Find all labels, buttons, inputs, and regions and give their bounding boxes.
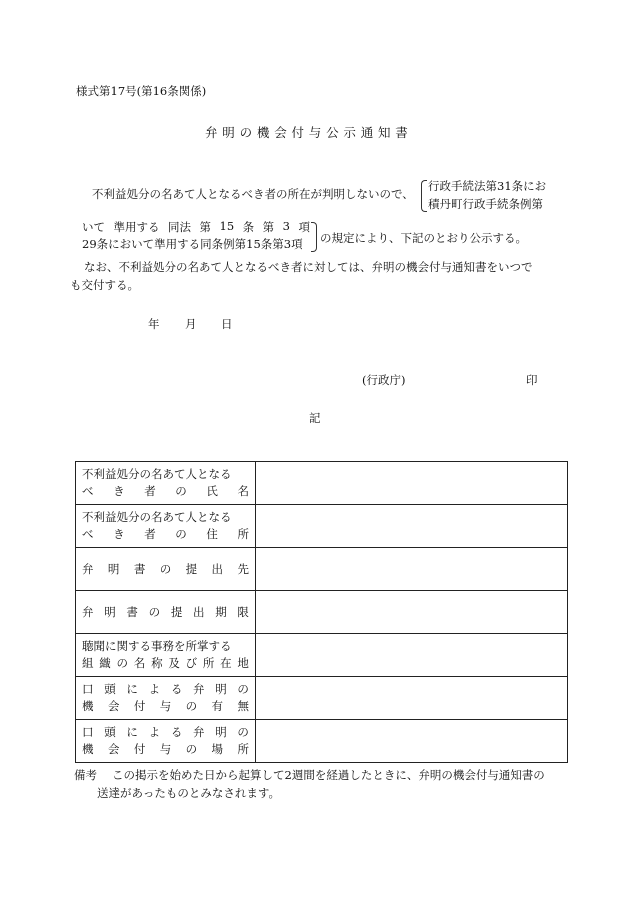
table-row <box>76 677 568 720</box>
brace-tail: の規定により、下記のとおり公示する。 <box>320 231 527 245</box>
note-line1: なお、不利益処分の名あて人となるべき者に対しては、弁明の機会付与通知書をいつで <box>84 260 533 274</box>
note-line2: も交付する。 <box>70 278 139 292</box>
authority-label: (行政庁) <box>362 373 406 387</box>
brace-right-top: いて 準用する 同法 第 15 条 第 3 項 <box>82 219 310 234</box>
brace-left-bottom: 積丹町行政手続条例第 <box>428 197 543 211</box>
row-label-deadline: 弁 明 書 の 提 出 期 限 <box>76 591 256 634</box>
form-number: 様式第17号(第16条関係) <box>76 84 207 98</box>
date-day: 日 <box>221 317 233 331</box>
details-table <box>75 461 568 763</box>
row-value-name <box>256 462 568 505</box>
row-value-oral-place <box>256 720 568 763</box>
date-month: 月 <box>185 317 197 331</box>
row-value-deadline <box>256 591 568 634</box>
row-label-address: 不利益処分の名あて人となる べ き 者 の 住 所 <box>76 505 256 548</box>
table-row <box>76 634 568 677</box>
row-label-submit-to: 弁 明 書 の 提 出 先 <box>76 548 256 591</box>
row-label-oral-presence: 口 頭 に よ る 弁 明 の 機 会 付 与 の 有 無 <box>76 677 256 720</box>
row-value-oral-presence <box>256 677 568 720</box>
table-row <box>76 591 568 634</box>
remarks-line2: 送達があったものとみなされます。 <box>97 786 280 800</box>
remarks-label: 備考 <box>74 768 97 782</box>
document-title: 弁明の機会付与公示通知書 <box>205 125 413 140</box>
brace-left-top: 行政手続法第31条にお <box>428 179 547 193</box>
table-row <box>76 548 568 591</box>
date-year: 年 <box>148 317 160 331</box>
row-value-address <box>256 505 568 548</box>
row-value-organization <box>256 634 568 677</box>
row-label-oral-place: 口 頭 に よ る 弁 明 の 機 会 付 与 の 場 所 <box>76 720 256 763</box>
brace-right-bottom: 29条において準用する同条例第15条第3項 <box>82 237 303 251</box>
ki-heading: 記 <box>309 411 321 425</box>
remarks-line1: この掲示を始めた日から起算して2週間を経過したときに、弁明の機会付与通知書の <box>112 768 545 782</box>
seal-mark: 印 <box>526 373 538 387</box>
row-label-organization: 聴聞に関する事務を所掌する 組 織 の 名 称 及 び 所 在 地 <box>76 634 256 677</box>
intro-line1: 不利益処分の名あて人となるべき者の所在が判明しないので、 <box>92 187 414 201</box>
table-row <box>76 462 568 505</box>
row-label-name: 不利益処分の名あて人となる べ き 者 の 氏 名 <box>76 462 256 505</box>
table-row <box>76 505 568 548</box>
left-brace <box>421 180 427 212</box>
right-brace <box>311 222 317 252</box>
table-row <box>76 720 568 763</box>
row-value-submit-to <box>256 548 568 591</box>
